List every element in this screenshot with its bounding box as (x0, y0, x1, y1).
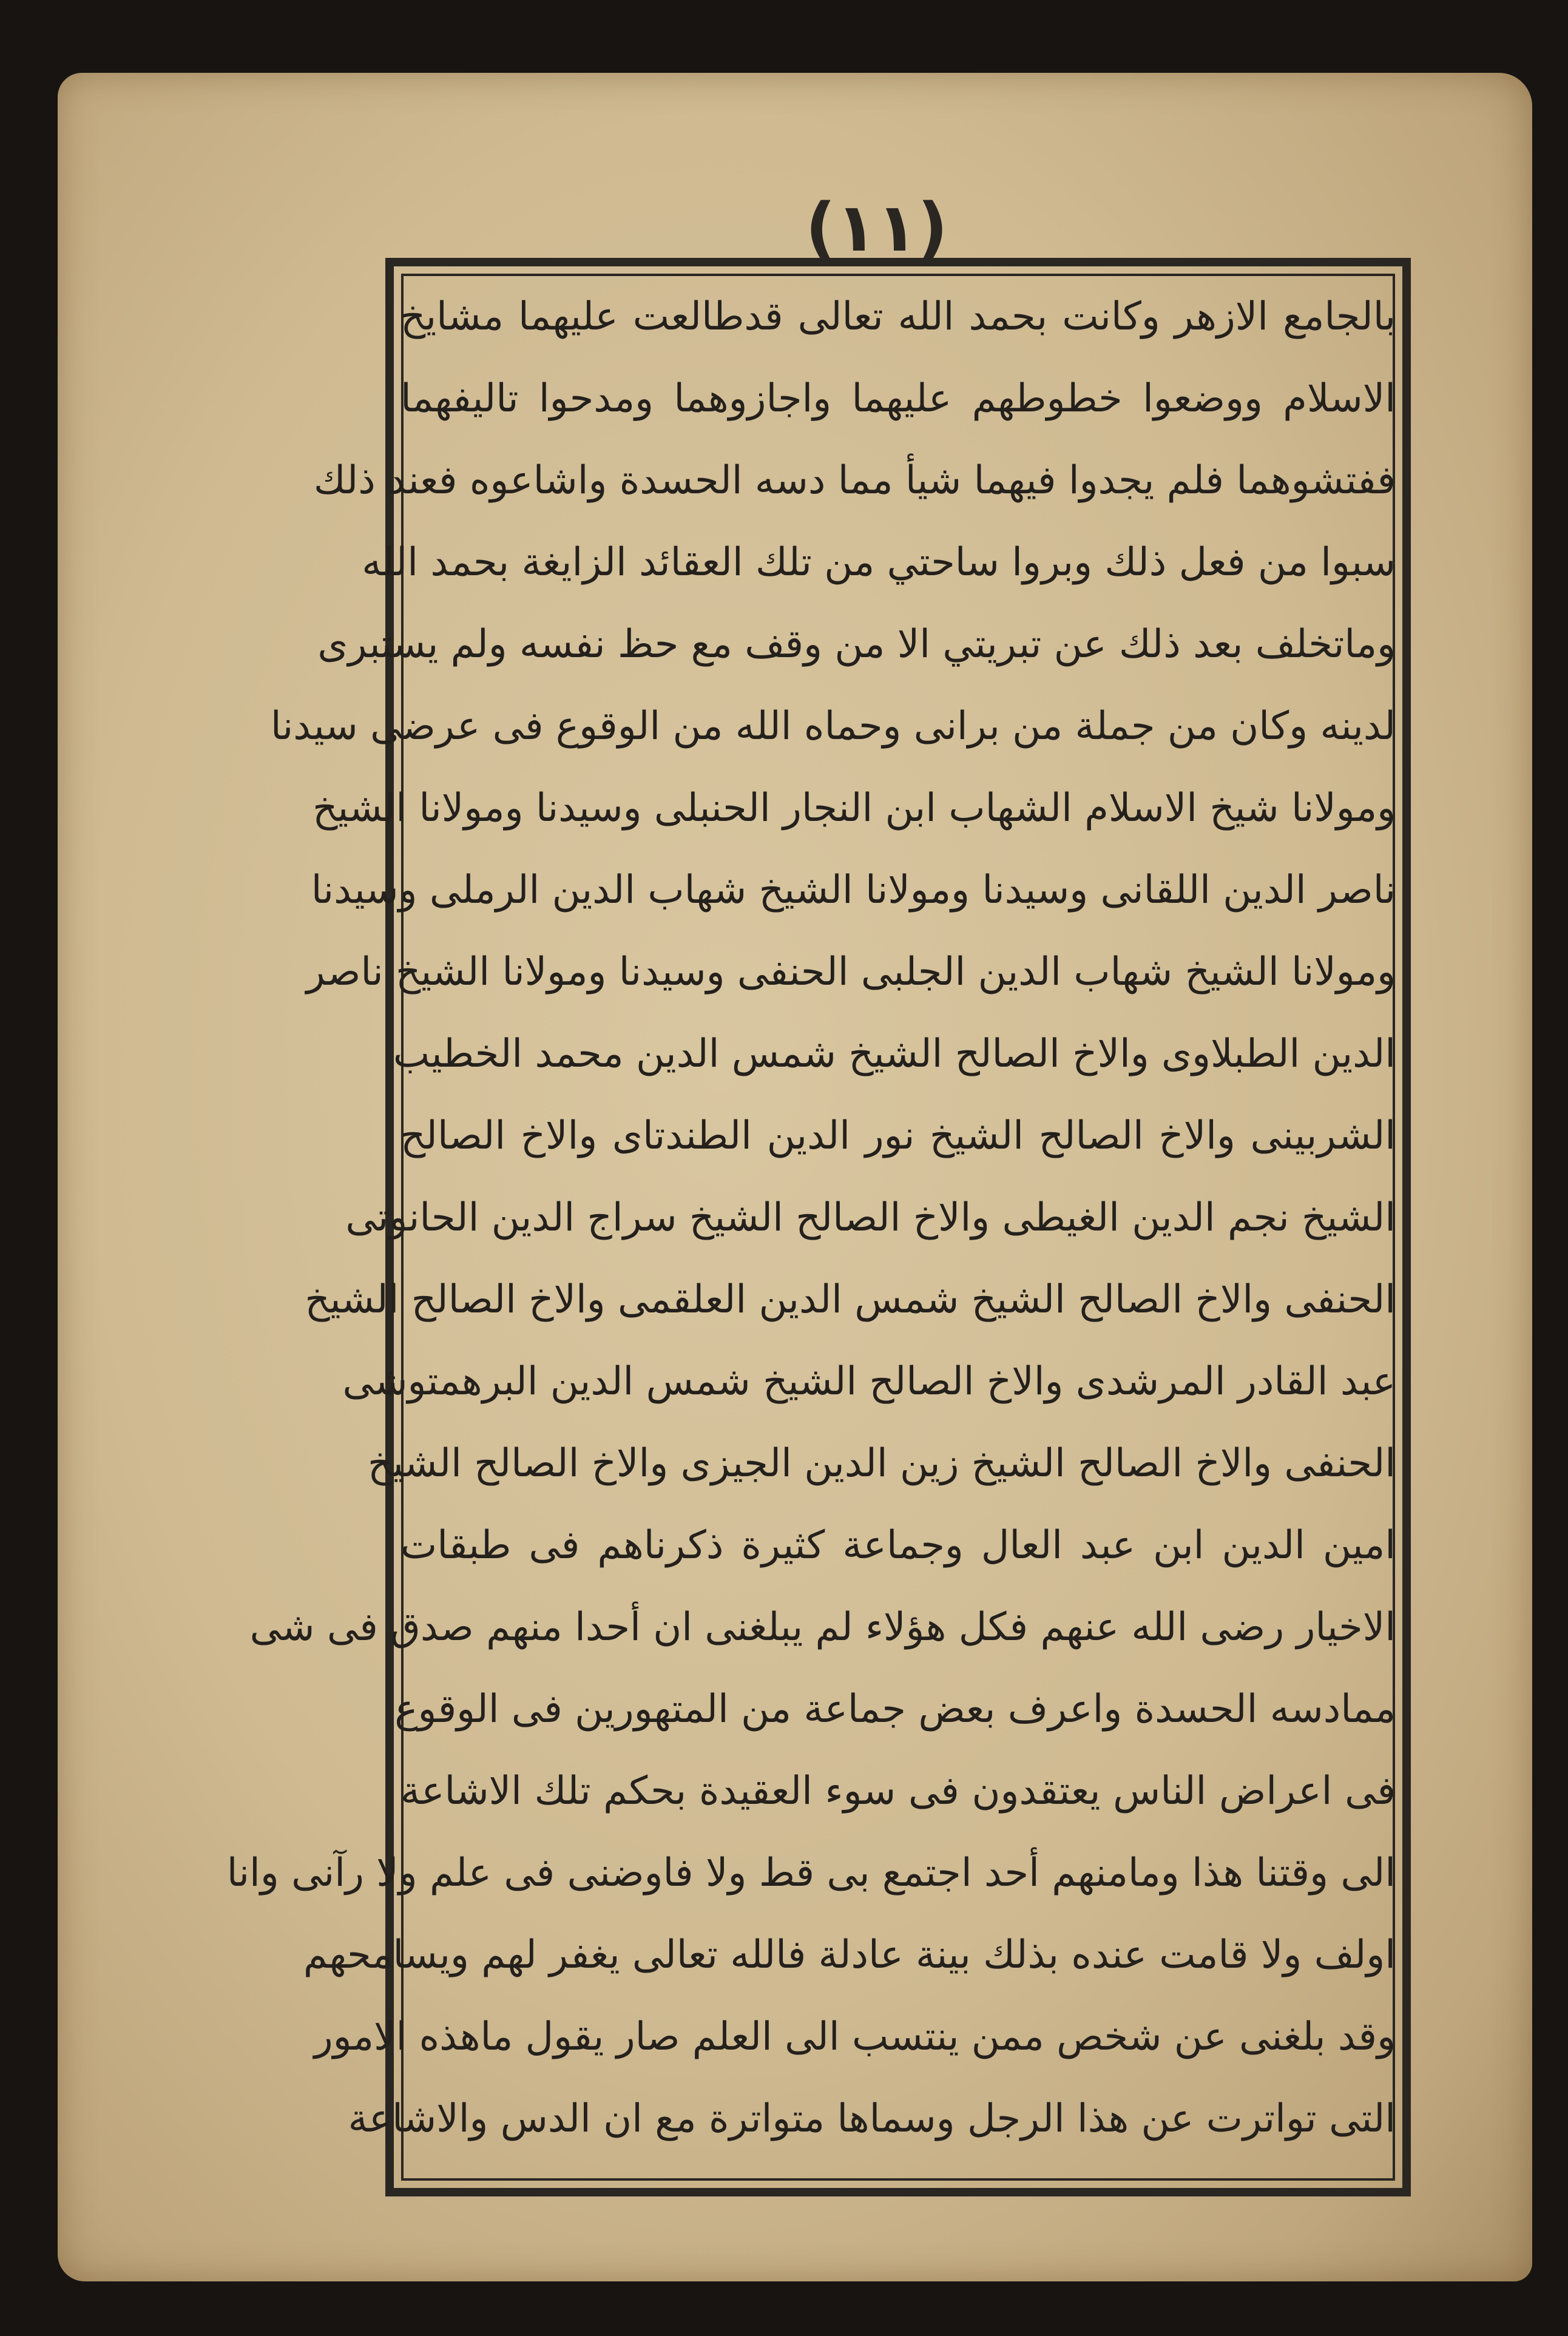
text-line-11: الشربينى والاخ الصالح الشيخ نور الدين الطندتاى والاخ الصالح (400, 1113, 1396, 1158)
text-line-5: وماتخلف بعد ذلك عن تبريتي الا من وقف مع حظ نفسه ولم يستبرى (317, 622, 1396, 667)
text-block (226, 285, 1396, 2178)
page-number: (١١) (805, 189, 948, 266)
text-line-9: ومولانا الشيخ شهاب الدين الجلبى الحنفى وسيدنا ومولانا الشيخ ناصر (306, 950, 1396, 994)
text-line-16: امين الدين ابن عبد العال وجماعة كثيرة ذكرناهم فى طبقات (400, 1523, 1396, 1568)
text-line-6: لدينه وكان من جملة من برانى وحماه الله من الوقوع فى عرضى سيدنا (270, 704, 1396, 749)
text-line-2: الاسلام ووضعوا خطوطهم عليهما واجازوهما ومدحوا تاليفهما (400, 376, 1396, 421)
text-line-8: ناصر الدين اللقانى وسيدنا ومولانا الشيخ شهاب الدين الرملى وسيدنا (311, 868, 1396, 913)
text-line-3: ففتشوهما فلم يجدوا فيهما شيأ مما دسه الحسدة واشاعوه فعند ذلك (313, 458, 1396, 503)
text-line-15: الحنفى والاخ الصالح الشيخ زين الدين الجيزى والاخ الصالح الشيخ (367, 1441, 1396, 1486)
text-line-7: ومولانا شيخ الاسلام الشهاب ابن النجار الحنبلى وسيدنا ومولانا الشيخ (313, 786, 1396, 831)
text-line-21: اولف ولا قامت عنده بذلك بينة عادلة فالله تعالى يغفر لهم ويسامحهم (303, 1933, 1396, 1977)
text-line-10: الدين الطبلاوى والاخ الصالح الشيخ شمس الدين محمد الخطيب (393, 1031, 1396, 1076)
text-line-4: سبوا من فعل ذلك وبروا ساحتي من تلك العقائد الزايغة بحمد الله (362, 540, 1396, 585)
text-line-20: الى وقتنا هذا ومامنهم أحد اجتمع بى قط ولا فاوضنى فى علم ولا رآنى وانا (226, 1851, 1396, 1895)
text-line-18: ممادسه الحسدة واعرف بعض جماعة من المتهورين فى الوقوع (394, 1687, 1396, 1732)
text-line-22: وقد بلغنى عن شخص ممن ينتسب الى العلم صار يقول ماهذه الامور (314, 2014, 1396, 2059)
text-line-19: فى اعراض الناس يعتقدون فى سوء العقيدة بحكم تلك الاشاعة (400, 1769, 1396, 1814)
text-line-13: الحنفى والاخ الصالح الشيخ شمس الدين العلقمى والاخ الصالح الشيخ (305, 1277, 1396, 1322)
text-line-1: بالجامع الازهر وكانت بحمد الله تعالى قدطالعت عليهما مشايخ (400, 294, 1396, 339)
text-line-12: الشيخ نجم الدين الغيطى والاخ الصالح الشيخ سراج الدين الحانوتى (345, 1195, 1396, 1240)
text-line-23: التى تواترت عن هذا الرجل وسماها متواترة مع ان الدس والاشاعة (348, 2096, 1396, 2141)
text-line-14: عبد القادر المرشدى والاخ الصالح الشيخ شمس الدين البرهمتوشى (342, 1359, 1396, 1404)
text-line-17: الاخيار رضى الله عنهم فكل هؤلاء لم يبلغنى ان أحدا منهم صدق فى شى (249, 1605, 1396, 1650)
